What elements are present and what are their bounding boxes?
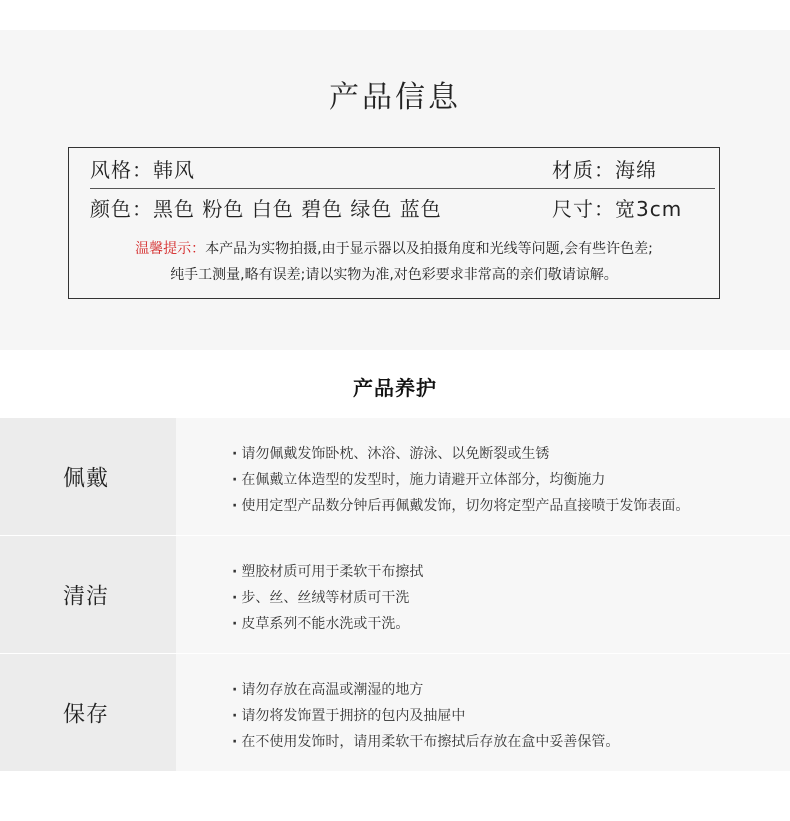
care-list-item: · 皮草系列不能水洗或干洗。 (232, 611, 423, 637)
care-list-item: · 使用定型产品数分钟后再佩戴发饰，切勿将定型产品直接喷于发饰表面。 (232, 493, 689, 519)
notice-line-1: 本产品为实物拍摄,由于显示器以及拍摄角度和光线等问题,会有些许色差; (205, 241, 653, 257)
notice-line-2: 纯手工测量,略有误差;请以实物为准,对色彩要求非常高的亲们敬请谅解。 (170, 267, 618, 283)
care-section-store (0, 654, 790, 771)
care-list-item: · 请勿将发饰置于拥挤的包内及抽屉中 (232, 703, 619, 729)
care-heading-cell (0, 418, 176, 535)
care-list-item: · 请勿存放在高温或潮湿的地方 (232, 677, 619, 703)
care-list (232, 677, 619, 755)
care-heading: 清洁 (63, 584, 110, 609)
care-heading-cell (0, 536, 176, 653)
care-list-item: · 在不使用发饰时，请用柔软干布擦拭后存放在盒中妥善保管。 (232, 729, 619, 755)
color-value: 颜色：黑色 粉色 白色 碧色 绿色 蓝色 (90, 197, 442, 221)
care-list (232, 559, 423, 637)
care-list-item: · 在佩戴立体造型的发型时，施力请避开立体部分，均衡施力 (232, 467, 689, 493)
care-list-item: · 请勿佩戴发饰卧枕、沐浴、游泳、以免断裂或生锈 (232, 441, 689, 467)
material-value: 材质：海绵 (552, 158, 657, 182)
care-heading: 佩戴 (63, 466, 110, 491)
care-heading: 保存 (63, 702, 110, 727)
care-list-item: · 步、丝、丝绒等材质可干洗 (232, 585, 423, 611)
care-list (232, 441, 689, 519)
product-care-title: 产品养护 (353, 376, 437, 400)
notice-warning-label: 温馨提示： (135, 241, 206, 257)
notice-text (69, 236, 719, 288)
info-row-color-size (90, 191, 715, 227)
care-list-item: · 塑胶材质可用于柔软干布擦拭 (232, 559, 423, 585)
product-info-table (68, 147, 720, 299)
product-info-title: 产品信息 (329, 80, 461, 115)
care-section-wear (0, 418, 790, 535)
care-body-cell (176, 418, 790, 535)
care-body-cell (176, 536, 790, 653)
info-row-style-material (90, 152, 715, 189)
size-value: 尺寸：宽3cm (552, 197, 683, 221)
product-info-section (0, 30, 790, 350)
care-section-clean (0, 536, 790, 653)
care-heading-cell (0, 654, 176, 771)
style-value: 风格：韩风 (90, 158, 195, 182)
care-body-cell (176, 654, 790, 771)
